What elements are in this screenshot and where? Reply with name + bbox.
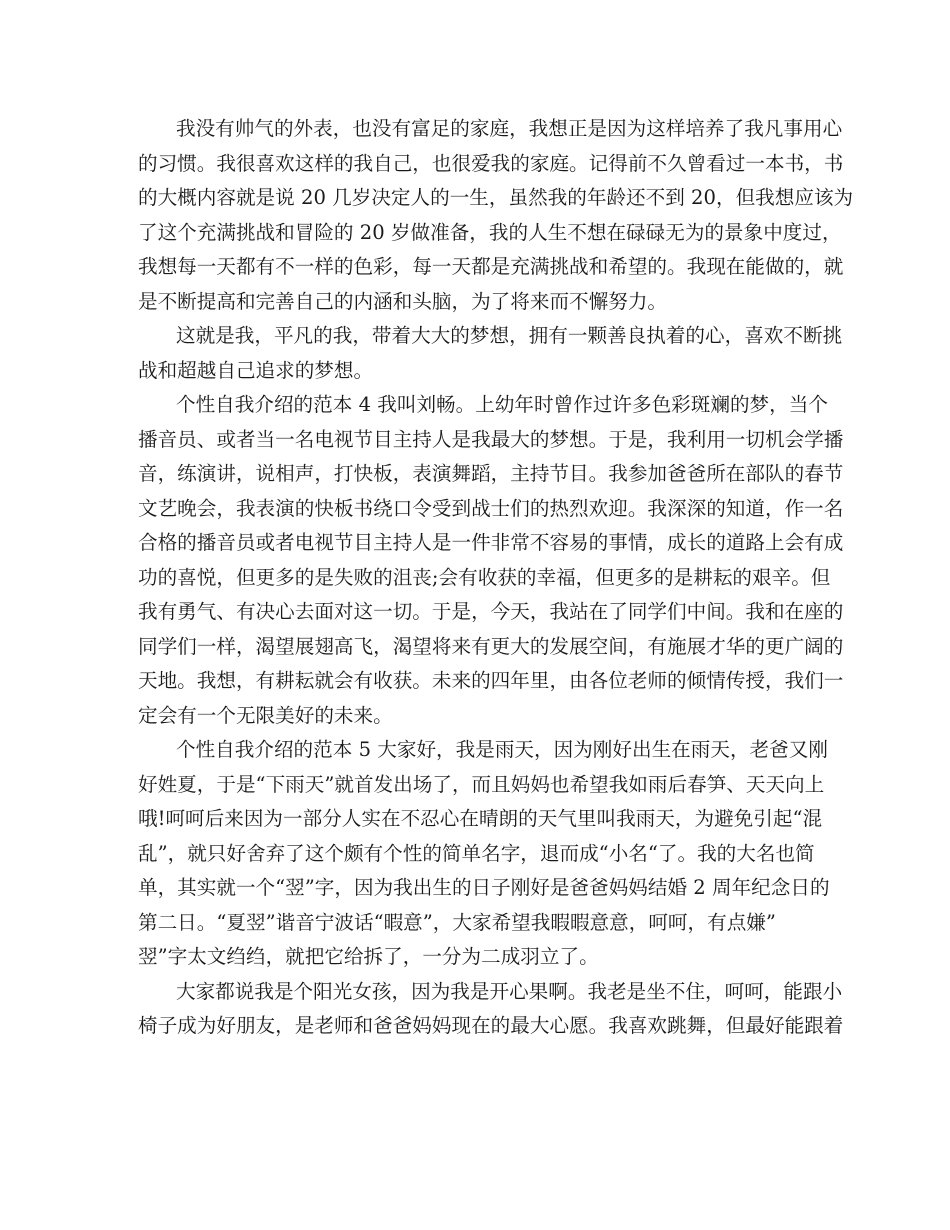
text-line: 定会有一个无限美好的未来。	[138, 703, 393, 727]
document-body	[138, 112, 854, 1044]
text-line: 个性自我介绍的范本 5 大家好，我是雨天，因为刚好出生在雨天，老爸又刚	[176, 738, 828, 761]
text-line: 哦!呵呵后来因为一部分人实在不忍心在晴朗的天气里叫我雨天，为避免引起“混	[138, 807, 823, 830]
paragraph-5	[138, 975, 844, 1044]
text-line: 大家都说我是个阳光女孩，因为我是开心果啊。我老是坐不住，呵呵，能跟小	[176, 979, 843, 1003]
text-line: 音，练演讲，说相声，打快板，表演舞蹈，主持节目。我参加爸爸所在部队的春节	[138, 462, 844, 485]
text-line: 合格的播音员或者电视节目主持人是一件非常不容易的事情，成长的道路上会有成	[138, 531, 844, 554]
text-line: 的习惯。我很喜欢这样的我自己，也很爱我的家庭。记得前不久曾看过一本书，书	[138, 151, 844, 175]
text-line: 单，其实就一个“翌”字，因为我出生的日子刚好是爸爸妈妈结婚 2 周年纪念日的	[138, 876, 830, 899]
paragraph-3	[138, 388, 844, 733]
text-line: 第二日。“夏翌”谐音宁波话“暇意”，大家希望我暇暇意意，呵呵，有点嫌”	[138, 910, 776, 934]
text-line: 这就是我，平凡的我，带着大大的梦想，拥有一颗善良执着的心，喜欢不断挑	[176, 324, 843, 347]
text-line: 乱”，就只好舍弃了这个颇有个性的简单名字，退而成“小名“了。我的大名也简	[138, 841, 815, 865]
text-line: 椅子成为好朋友，是老师和爸爸妈妈现在的最大心愿。我喜欢跳舞，但最好能跟着	[138, 1014, 844, 1037]
text-line: 了这个充满挑战和冒险的 20 岁做准备，我的人生不想在碌碌无为的景象中度过，	[138, 220, 842, 244]
text-line: 翌”字太文绉绉，就把它给拆了，一分为二成羽立了。	[138, 945, 599, 968]
text-line: 我想每一天都有不一样的色彩，每一天都是充满挑战和希望的。我现在能做的，就	[138, 255, 844, 278]
text-line: 我有勇气、有决心去面对这一切。于是，今天，我站在了同学们中间。我和在座的	[138, 600, 844, 623]
text-line: 是不断提高和完善自己的内涵和头脑，为了将来而不懈努力。	[138, 289, 668, 313]
paragraph-4	[138, 733, 830, 975]
text-line: 好姓夏，于是“下雨天”就首发出场了，而且妈妈也希望我如雨后春笋、天天向上	[138, 772, 825, 796]
text-line: 功的喜悦，但更多的是失败的沮丧;会有收获的幸福，但更多的是耕耘的艰辛。但	[138, 565, 831, 589]
text-line: 播音员、或者当一名电视节目主持人是我最大的梦想。于是，我利用一切机会学播	[138, 427, 844, 451]
paragraph-2	[138, 319, 843, 388]
text-line: 同学们一样，渴望展翅高飞，渴望将来有更大的发展空间，有施展才华的更广阔的	[138, 634, 844, 658]
text-line: 战和超越自己追求的梦想。	[138, 358, 374, 382]
text-line: 我没有帅气的外表，也没有富足的家庭，我想正是因为这样培养了我凡事用心	[176, 117, 843, 140]
text-line: 文艺晚会，我表演的快板书绕口令受到战士们的热烈欢迎。我深深的知道，作一名	[138, 496, 844, 520]
paragraph-1	[138, 112, 854, 319]
text-line: 的大概内容就是说 20 几岁决定人的一生，虽然我的年龄还不到 20，但我想应该为	[138, 186, 854, 209]
text-line: 天地。我想，有耕耘就会有收获。未来的四年里，由各位老师的倾情传授，我们一	[138, 669, 844, 692]
text-line: 个性自我介绍的范本 4 我叫刘畅。上幼年时曾作过许多色彩斑斓的梦，当个	[176, 393, 828, 416]
